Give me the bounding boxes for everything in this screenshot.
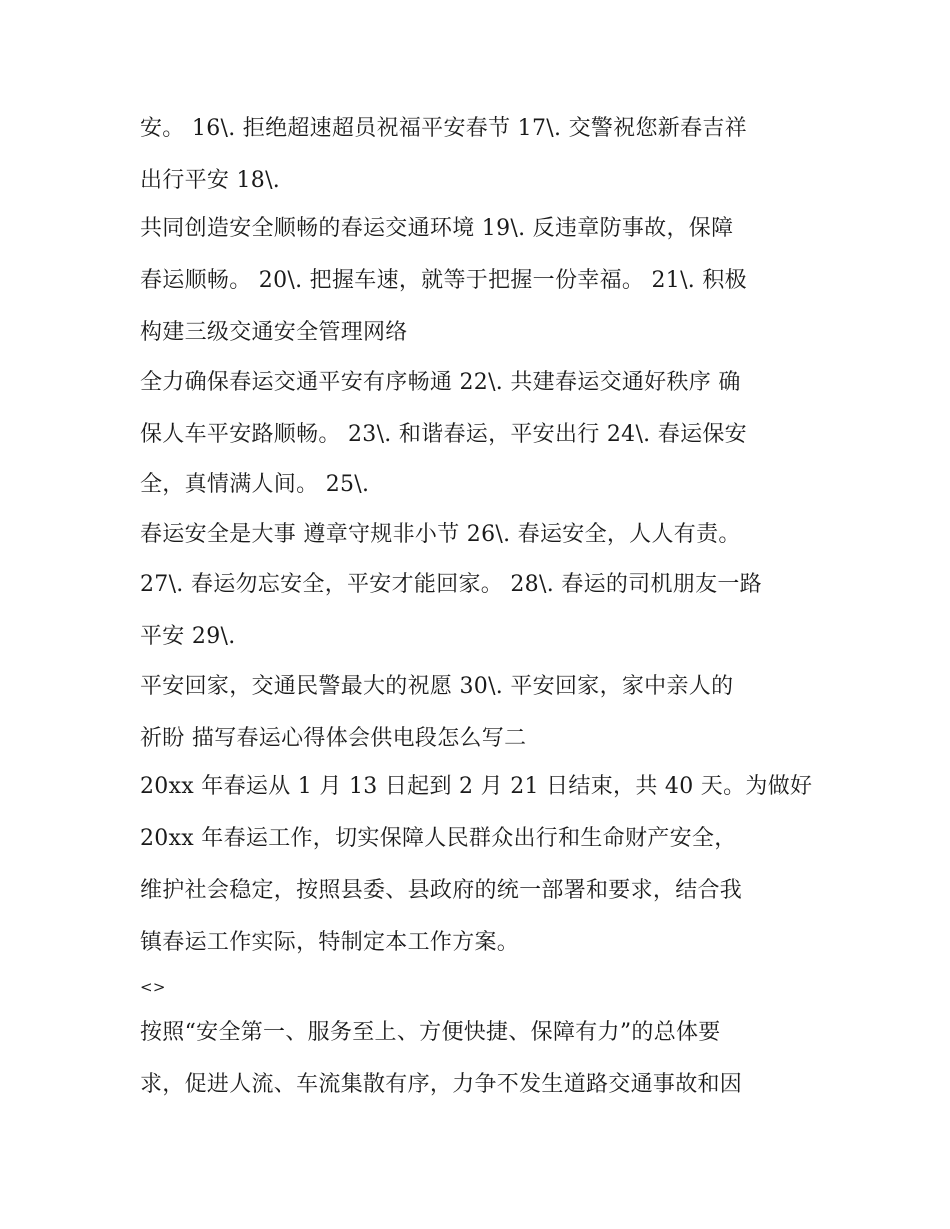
text-line: 20xx 年春运工作，切实保障人民群众出行和生命财产安全，: [140, 826, 737, 851]
text-line: 祈盼 描写春运心得体会供电段怎么写二: [140, 726, 527, 751]
text-line: 共同创造安全顺畅的春运交通环境 19\. 反违章防事故，保障: [140, 216, 734, 241]
text-line: 安。 16\. 拒绝超速超员祝福平安春节 17\. 交警祝您新春吉祥: [140, 116, 747, 141]
text-line: 全，真情满人间。 25\.: [140, 472, 370, 497]
text-line: 保人车平安路顺畅。 23\. 和谐春运，平安出行 24\. 春运保安: [140, 422, 747, 447]
text-line: 镇春运工作实际，特制定本工作方案。: [140, 930, 520, 955]
text-line: <>: [140, 978, 166, 996]
text-line: 求，促进人流、车流集散有序，力争不发生道路交通事故和因: [140, 1072, 743, 1097]
text-line: 按照“安全第一、服务至上、方便快捷、保障有力”的总体要: [140, 1020, 721, 1045]
text-line: 构建三级交通安全管理网络: [140, 320, 408, 345]
text-line: 27\. 春运勿忘安全，平安才能回家。 28\. 春运的司机朋友一路: [140, 572, 762, 597]
text-line: 春运安全是大事 遵章守规非小节 26\. 春运安全，人人有责。: [140, 522, 741, 547]
text-line: 维护社会稳定，按照县委、县政府的统一部署和要求，结合我: [140, 878, 743, 903]
text-line: 平安回家，交通民警最大的祝愿 30\. 平安回家，家中亲人的: [140, 674, 734, 699]
text-line: 出行平安 18\.: [140, 168, 281, 193]
text-line: 平安 29\.: [140, 624, 236, 649]
text-line: 全力确保春运交通平安有序畅通 22\. 共建春运交通好秩序 确: [140, 370, 741, 395]
text-line: 20xx 年春运从 1 月 13 日起到 2 月 21 日结束，共 40 天。为做好: [140, 774, 813, 799]
text-line: 春运顺畅。 20\. 把握车速，就等于把握一份幸福。 21\. 积极: [140, 268, 747, 293]
